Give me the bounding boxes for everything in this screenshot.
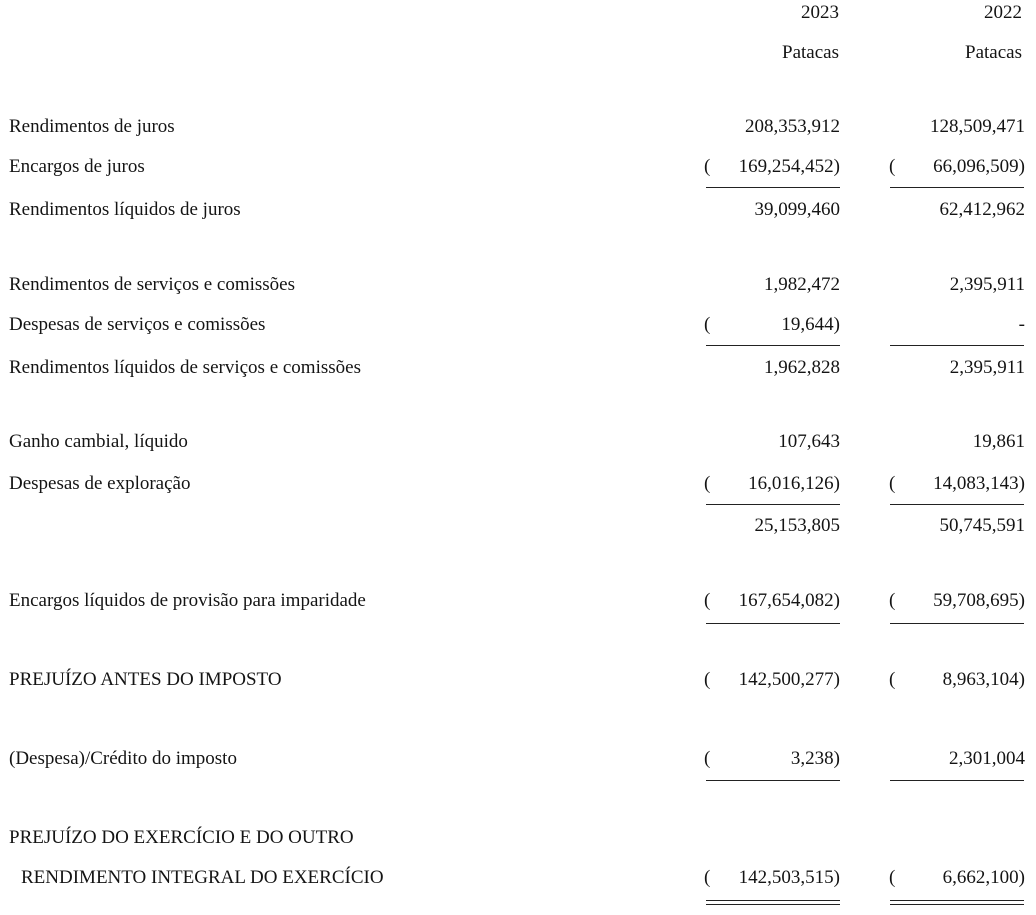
header-unit-2023: Patacas	[782, 42, 839, 63]
subtotal-rule	[890, 780, 1024, 781]
value-2022: -	[1018, 314, 1025, 335]
value-2023: 25,153,805	[754, 515, 840, 536]
table-row	[0, 313, 1036, 337]
table-row	[0, 826, 1036, 850]
total-double-rule	[706, 900, 840, 901]
table-row	[0, 356, 1036, 380]
subtotal-rule	[706, 623, 840, 624]
row-label: PREJUÍZO DO EXERCÍCIO E DO OUTRO	[9, 827, 354, 848]
table-row	[0, 514, 1036, 538]
value-2023: ( 142,500,277)	[704, 669, 840, 690]
table-row	[0, 866, 1036, 890]
value-2022: 2,395,911	[949, 357, 1025, 378]
subtotal-rule	[890, 187, 1024, 188]
value-2022: 2,395,911	[949, 274, 1025, 295]
value-2023: ( 142,503,515)	[704, 867, 840, 888]
table-row	[0, 589, 1036, 613]
value-2022: 2,301,004	[949, 748, 1025, 769]
subtotal-rule	[890, 623, 1024, 624]
row-label: Rendimentos de serviços e comissões	[9, 274, 296, 295]
subtotal-rule	[890, 504, 1024, 505]
value-2022: 19,861	[972, 431, 1025, 452]
subtotal-rule	[706, 504, 840, 505]
value-2023: ( 16,016,126)	[704, 473, 840, 494]
value-2023: 107,643	[778, 431, 840, 452]
value-2023: ( 169,254,452)	[704, 156, 840, 177]
table-row	[0, 155, 1036, 179]
header-unit-2022: Patacas	[965, 42, 1022, 63]
value-2023: 1,962,828	[764, 357, 840, 378]
value-2023: 39,099,460	[754, 199, 840, 220]
header-year-2023: 2023	[801, 2, 839, 23]
value-2022: ( 59,708,695)	[889, 590, 1025, 611]
table-row	[0, 430, 1036, 454]
header-year-2022: 2022	[984, 2, 1022, 23]
value-2022: 62,412,962	[939, 199, 1025, 220]
value-2022: ( 66,096,509)	[889, 156, 1025, 177]
table-row	[0, 115, 1036, 139]
value-2023: 1,982,472	[764, 274, 840, 295]
value-2022: 128,509,471	[930, 116, 1025, 137]
total-double-rule	[890, 904, 1024, 905]
row-label: Rendimentos líquidos de juros	[9, 199, 241, 220]
value-2022: 50,745,591	[939, 515, 1025, 536]
subtotal-rule	[890, 345, 1024, 346]
row-label: Encargos de juros	[9, 156, 145, 177]
value-2022: ( 8,963,104)	[889, 669, 1025, 690]
row-label: Despesas de serviços e comissões	[9, 314, 266, 335]
subtotal-rule	[706, 780, 840, 781]
value-2023: ( 19,644)	[704, 314, 840, 335]
value-2023: ( 3,238)	[704, 748, 840, 769]
row-label: Ganho cambial, líquido	[9, 431, 188, 452]
table-row	[0, 273, 1036, 297]
table-row	[0, 198, 1036, 222]
table-row	[0, 472, 1036, 496]
row-label: Encargos líquidos de provisão para imparidade	[9, 590, 366, 611]
row-label: RENDIMENTO INTEGRAL DO EXERCÍCIO	[21, 867, 384, 888]
value-2022: ( 14,083,143)	[889, 473, 1025, 494]
table-row	[0, 747, 1036, 771]
row-label: Rendimentos líquidos de serviços e comissões	[9, 357, 361, 378]
table-row	[0, 668, 1036, 692]
row-label: (Despesa)/Crédito do imposto	[9, 748, 237, 769]
value-2022: ( 6,662,100)	[889, 867, 1025, 888]
subtotal-rule	[706, 187, 840, 188]
subtotal-rule	[706, 345, 840, 346]
row-label: Rendimentos de juros	[9, 116, 175, 137]
value-2023: 208,353,912	[745, 116, 840, 137]
total-double-rule	[890, 900, 1024, 901]
row-label: PREJUÍZO ANTES DO IMPOSTO	[9, 669, 282, 690]
row-label: Despesas de exploração	[9, 473, 191, 494]
total-double-rule	[706, 904, 840, 905]
value-2023: ( 167,654,082)	[704, 590, 840, 611]
